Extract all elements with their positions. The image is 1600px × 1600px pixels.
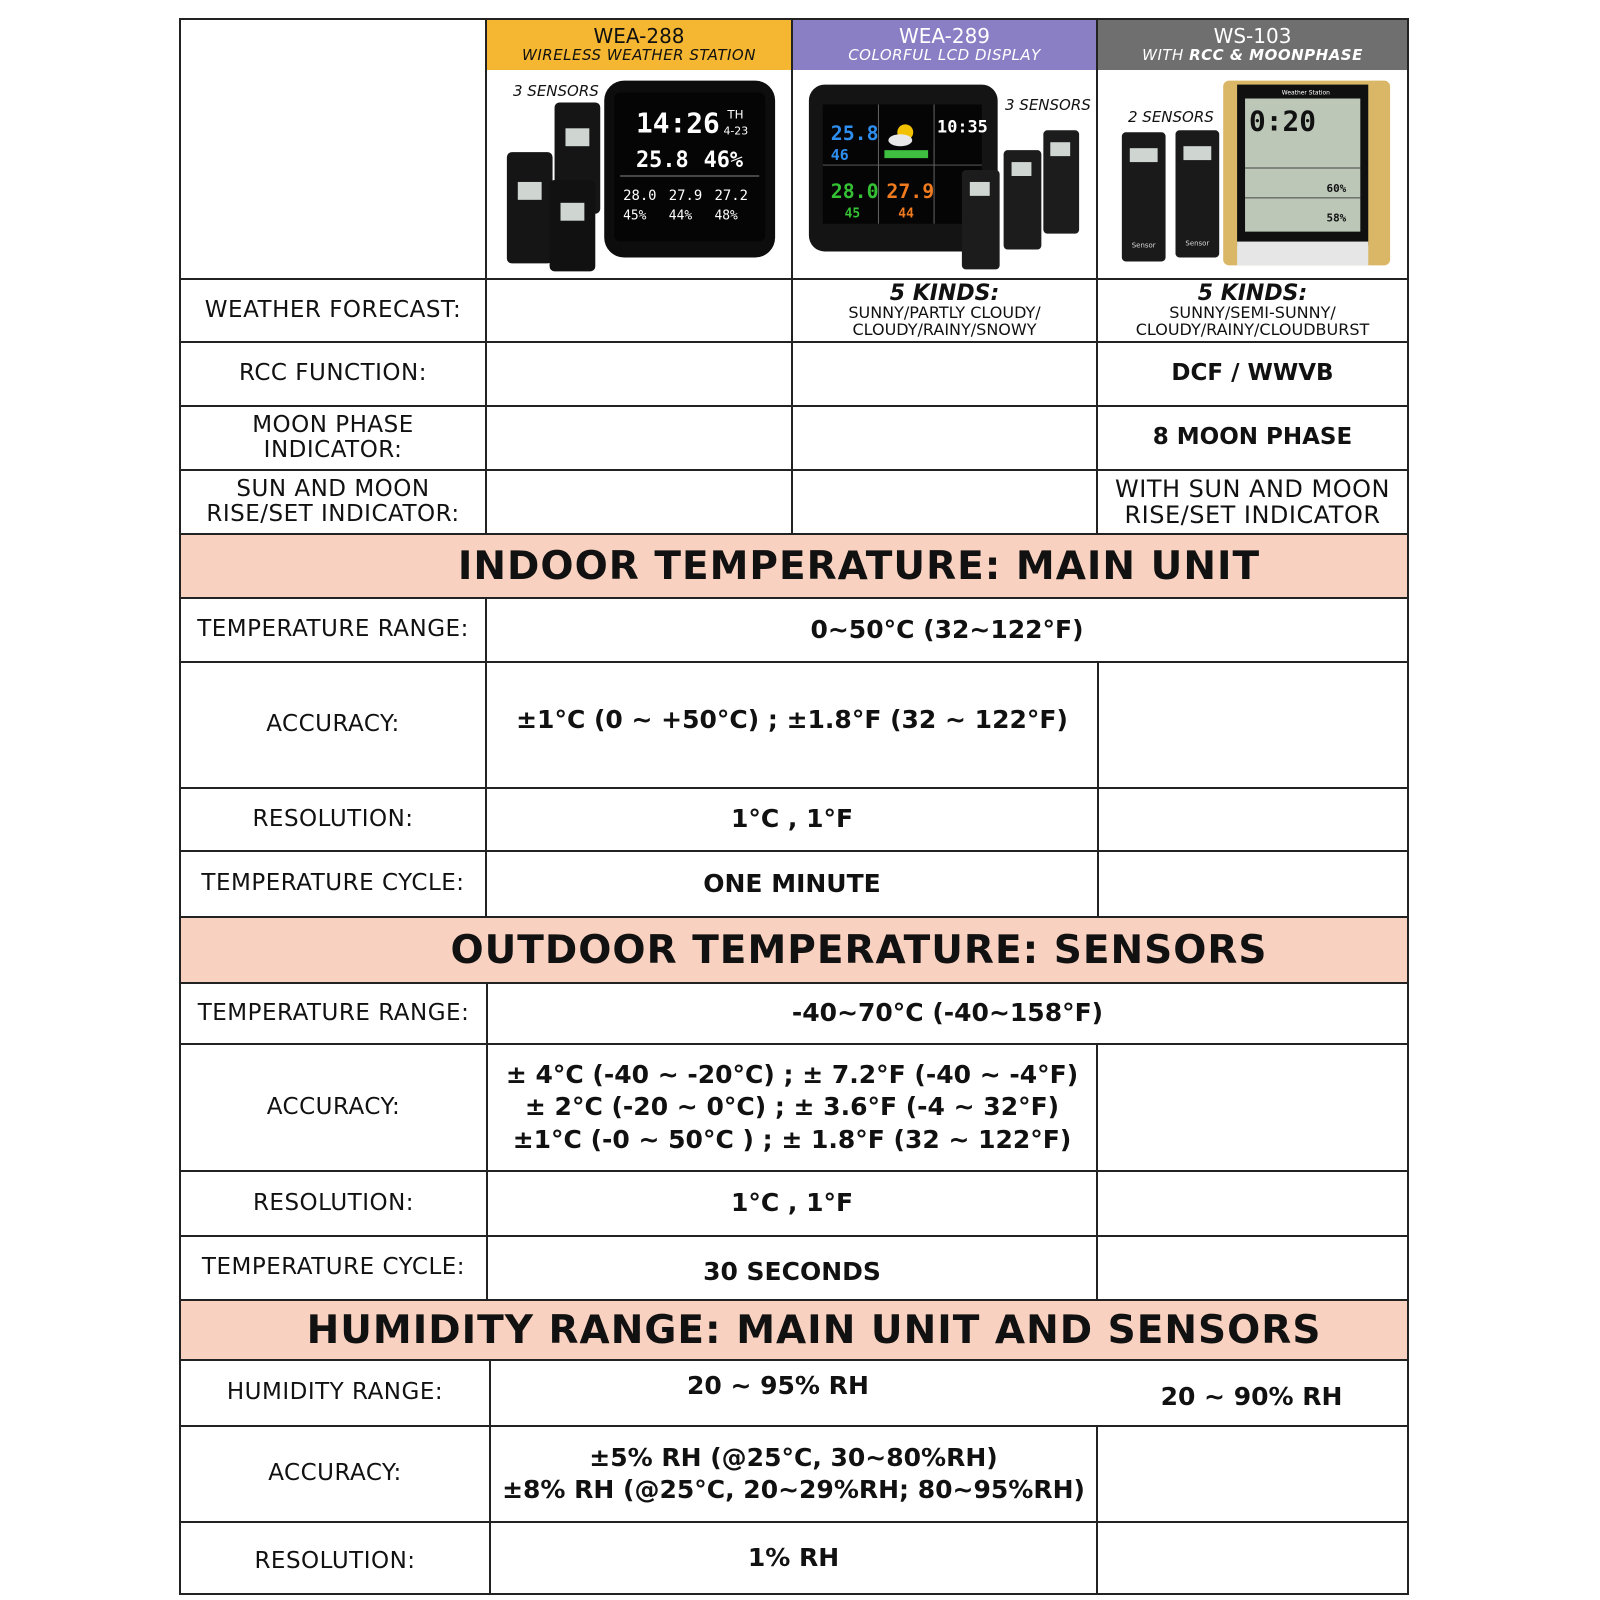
cell-ws-103 bbox=[1096, 1237, 1407, 1299]
row-label-line: RISE/SET INDICATOR: bbox=[206, 501, 460, 527]
accuracy-line: ± 2°C (-20 ~ 0°C) ; ± 3.6°F (-4 ~ 32°F) bbox=[524, 1092, 1060, 1122]
row-label: HUMIDITY RANGE: bbox=[226, 1379, 444, 1406]
product-subtitle: COLORFUL LCD DISPLAY bbox=[848, 46, 1041, 64]
cell-wea-288 bbox=[485, 280, 791, 341]
humidity-resolution-value: 1% RH bbox=[489, 1523, 1096, 1593]
display-day: TH bbox=[727, 107, 744, 122]
product-title-bar bbox=[1098, 20, 1407, 70]
forecast-kinds-line: SUNNY/PARTLY CLOUDY/ bbox=[848, 302, 1041, 322]
cell-wea-289 bbox=[791, 471, 1096, 533]
display-hum-1: 60% bbox=[1326, 181, 1347, 195]
row-label: TEMPERATURE RANGE: bbox=[197, 999, 470, 1026]
humidity-range-ws103-value: 20 ~ 90% RH bbox=[1160, 1381, 1343, 1411]
section-title: HUMIDITY RANGE: MAIN UNIT AND SENSORS bbox=[306, 1307, 1322, 1353]
product-model: WS-103 bbox=[1213, 24, 1292, 48]
row-indoor-cycle bbox=[181, 852, 1407, 918]
row-label bbox=[181, 471, 485, 533]
product-subtitle bbox=[1142, 46, 1363, 64]
row-label: RESOLUTION: bbox=[254, 1548, 416, 1575]
indoor-resolution-value: 1°C , 1°F bbox=[485, 789, 1097, 850]
outdoor-resolution-value: 1°C , 1°F bbox=[486, 1172, 1096, 1235]
weather-station-image bbox=[1098, 70, 1407, 280]
row-label: TEMPERATURE CYCLE: bbox=[201, 1254, 466, 1281]
cell-ws-103 bbox=[1097, 789, 1407, 850]
row-humidity-accuracy bbox=[181, 1427, 1407, 1523]
display-ch2-temp: 27.9 bbox=[886, 179, 935, 203]
display-ch1-temp: 28.0 bbox=[623, 187, 657, 204]
display-brand: Weather Station bbox=[1281, 89, 1330, 97]
product-column-wea-289 bbox=[791, 20, 1096, 278]
outdoor-cycle-value: 30 SECONDS bbox=[486, 1237, 1096, 1299]
sensor-count: 2 SENSORS bbox=[1128, 108, 1214, 126]
display-indoor-temp: 25.8 bbox=[830, 122, 879, 146]
row-indoor-accuracy bbox=[181, 663, 1407, 789]
cell-wea-289 bbox=[791, 407, 1096, 469]
accuracy-line: ± 4°C (-40 ~ -20°C) ; ± 7.2°F (-40 ~ -4°F) bbox=[505, 1059, 1079, 1089]
display-ch3-temp: 27.2 bbox=[714, 187, 748, 204]
display-ch2-hum: 44% bbox=[668, 208, 693, 224]
cell-ws-103 bbox=[1096, 280, 1407, 341]
product-subtitle-prefix: WITH bbox=[1142, 46, 1190, 64]
row-weather-forecast bbox=[181, 280, 1407, 343]
product-model: WEA-288 bbox=[593, 24, 685, 48]
row-label bbox=[181, 407, 485, 469]
display-indoor-hum: 46 bbox=[830, 146, 849, 165]
outdoor-range-value: -40~70°C (-40~158°F) bbox=[486, 984, 1407, 1043]
row-label-line: SUN AND MOON bbox=[236, 475, 430, 502]
header-empty-cell bbox=[181, 20, 485, 278]
ws103-sun-moon-line: WITH SUN AND MOON bbox=[1115, 474, 1390, 503]
section-title: OUTDOOR TEMPERATURE: SENSORS bbox=[450, 927, 1268, 973]
cell-ws-103 bbox=[1096, 1523, 1407, 1593]
cell-wea-289 bbox=[791, 343, 1096, 405]
forecast-kinds-line: CLOUDY/RAINY/SNOWY bbox=[852, 319, 1037, 339]
display-ch2-temp: 27.9 bbox=[668, 187, 703, 204]
indoor-range-value: 0~50°C (32~122°F) bbox=[485, 599, 1407, 661]
section-outdoor-temperature bbox=[181, 918, 1407, 984]
weather-station-image bbox=[487, 70, 791, 280]
row-label: TEMPERATURE CYCLE: bbox=[201, 870, 465, 897]
sensor-label: Sensor bbox=[1131, 241, 1156, 250]
display-outdoor-hum: 45 bbox=[844, 206, 861, 222]
cell-ws-103: DCF / WWVB bbox=[1096, 343, 1407, 405]
cell-wea-288 bbox=[485, 471, 791, 533]
cell-ws-103 bbox=[1096, 1427, 1407, 1521]
product-subtitle-bold: RCC & MOONPHASE bbox=[1189, 46, 1363, 64]
indoor-accuracy-value: ±1°C (0 ~ +50°C) ; ±1.8°F (32 ~ 122°F) bbox=[485, 663, 1097, 787]
row-outdoor-range bbox=[181, 984, 1407, 1045]
row-rcc-function bbox=[181, 343, 1407, 407]
sensor-count: 3 SENSORS bbox=[513, 82, 599, 100]
row-label: ACCURACY: bbox=[268, 1460, 402, 1487]
display-ch3-hum: 48% bbox=[714, 208, 738, 224]
row-label: ACCURACY: bbox=[266, 711, 400, 738]
row-outdoor-accuracy bbox=[181, 1045, 1407, 1172]
section-title: INDOOR TEMPERATURE: MAIN UNIT bbox=[457, 543, 1261, 589]
display-indoor-temp: 25.8 bbox=[636, 148, 689, 174]
row-humidity-resolution bbox=[181, 1523, 1407, 1593]
row-label: WEATHER FORECAST: bbox=[204, 296, 462, 323]
product-title-bar bbox=[793, 20, 1096, 70]
row-label: RESOLUTION: bbox=[252, 805, 414, 832]
weather-station-image bbox=[793, 70, 1096, 280]
forecast-kinds-title: 5 KINDS: bbox=[1197, 280, 1308, 306]
display-outdoor-temp: 28.0 bbox=[830, 179, 879, 203]
forecast-kinds-line: SUNNY/SEMI-SUNNY/ bbox=[1169, 302, 1336, 322]
row-label: ACCURACY: bbox=[266, 1093, 401, 1120]
cell-ws-103 bbox=[1097, 852, 1407, 916]
row-label: RCC FUNCTION: bbox=[239, 360, 427, 387]
cell-ws-103 bbox=[1097, 663, 1407, 787]
row-outdoor-cycle bbox=[181, 1237, 1407, 1301]
cell-ws-103 bbox=[1096, 471, 1407, 533]
display-time: 14:26 bbox=[636, 106, 720, 140]
display-hum-2: 58% bbox=[1326, 211, 1347, 225]
row-label-line: INDICATOR: bbox=[263, 437, 403, 463]
row-humidity-range bbox=[181, 1361, 1407, 1427]
row-indoor-resolution bbox=[181, 789, 1407, 852]
cell-ws-103 bbox=[1096, 1172, 1407, 1235]
cell-wea-289 bbox=[791, 280, 1096, 341]
cell-ws-103: 8 MOON PHASE bbox=[1096, 407, 1407, 469]
product-model: WEA-289 bbox=[898, 24, 991, 48]
forecast-kinds-line: CLOUDY/RAINY/CLOUDBURST bbox=[1135, 319, 1370, 339]
row-moon-phase bbox=[181, 407, 1407, 471]
row-label: TEMPERATURE RANGE: bbox=[197, 616, 469, 643]
sensor-label: Sensor bbox=[1185, 239, 1210, 248]
sensor-count: 3 SENSORS bbox=[1005, 96, 1091, 114]
display-indoor-hum: 46% bbox=[703, 148, 744, 174]
accuracy-line: ±1°C (-0 ~ 50°C ) ; ± 1.8°F (32 ~ 122°F) bbox=[512, 1124, 1072, 1154]
display-time: 0:20 bbox=[1249, 104, 1316, 138]
product-column-ws-103 bbox=[1096, 20, 1407, 278]
row-sun-moon-rise-set bbox=[181, 471, 1407, 535]
product-subtitle: WIRELESS WEATHER STATION bbox=[522, 46, 756, 64]
accuracy-line: ±5% RH (@25°C, 30~80%RH) bbox=[589, 1442, 998, 1472]
cell-wea-288 bbox=[485, 343, 791, 405]
humidity-accuracy-value bbox=[489, 1427, 1096, 1521]
row-outdoor-resolution bbox=[181, 1172, 1407, 1237]
comparison-table bbox=[179, 18, 1409, 1595]
outdoor-accuracy-value bbox=[486, 1045, 1096, 1170]
cell-wea-288 bbox=[485, 407, 791, 469]
display-date: 4-23 bbox=[723, 124, 749, 138]
product-title-bar bbox=[487, 20, 791, 70]
section-humidity-range bbox=[181, 1301, 1407, 1361]
cell-ws-103 bbox=[1096, 1045, 1407, 1170]
accuracy-line: ±8% RH (@25°C, 20~29%RH; 80~95%RH) bbox=[502, 1475, 1085, 1504]
forecast-kinds-title: 5 KINDS: bbox=[889, 280, 1000, 306]
product-column-wea-288 bbox=[485, 20, 791, 278]
display-time: 10:35 bbox=[937, 116, 988, 137]
ws103-sun-moon-line: RISE/SET INDICATOR bbox=[1124, 501, 1381, 529]
row-indoor-range bbox=[181, 599, 1407, 663]
display-ch1-hum: 45% bbox=[623, 208, 647, 224]
row-label-line: MOON PHASE bbox=[252, 411, 414, 438]
display-ch2-hum: 44 bbox=[898, 206, 914, 222]
indoor-cycle-value: ONE MINUTE bbox=[485, 852, 1097, 916]
humidity-range-main-value: 20 ~ 95% RH bbox=[489, 1361, 1407, 1425]
product-header-row bbox=[181, 20, 1407, 280]
row-label: RESOLUTION: bbox=[252, 1189, 415, 1216]
section-indoor-temperature bbox=[181, 535, 1407, 599]
